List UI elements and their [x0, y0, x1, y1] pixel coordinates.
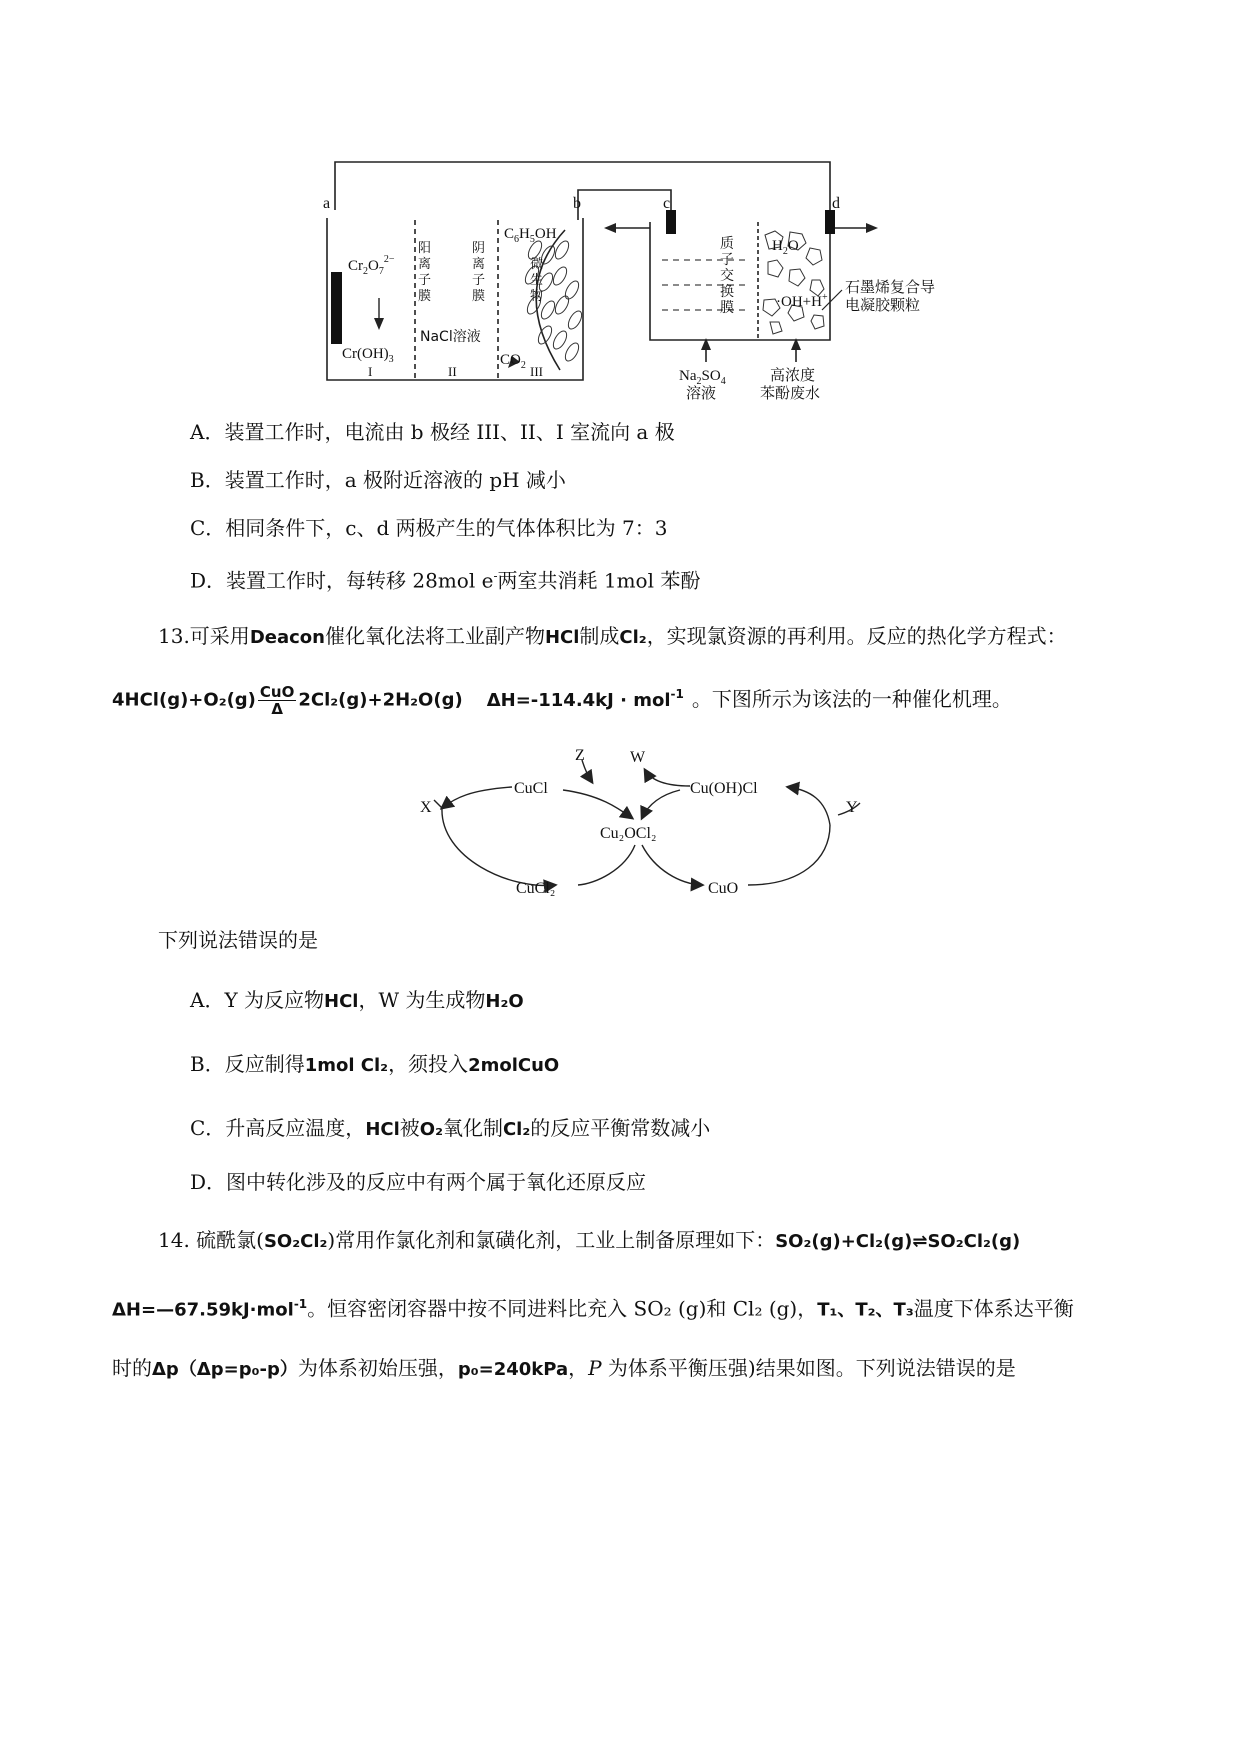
sodium-sulfate-solution-label: 溶液	[686, 384, 717, 402]
svg-text:离: 离	[418, 256, 432, 271]
svg-text:阴: 阴	[472, 240, 486, 255]
graphene-gel-label-2: 电凝胶颗粒	[845, 296, 921, 314]
cycle-x: X	[420, 799, 432, 816]
svg-text:物: 物	[530, 288, 544, 303]
q12-option-c: C．相同条件下，c、d 两极产生的气体体积比为 7：3	[190, 516, 668, 540]
chromium-hydroxide-label: $Cr(OH)_3$	[342, 346, 394, 365]
cation-membrane-label	[418, 240, 431, 303]
svg-text:膜: 膜	[472, 288, 486, 303]
svg-text:子: 子	[720, 253, 734, 268]
proton-exchange-membrane-label	[720, 236, 734, 316]
svg-text:阳: 阳	[418, 240, 432, 255]
dichromate-label: $Cr_2O_7^{2-}$	[348, 254, 395, 277]
q14-line-3: 时的Δp（Δp=p₀-p）为体系初始压强，p₀=240kPa，P 为体系平衡压强)结果如图。下列说法错误的是	[112, 1356, 1016, 1380]
q13-option-b: B．反应制得1mol Cl₂，须投入2molCuO	[190, 1052, 560, 1076]
svg-text:子: 子	[472, 272, 486, 287]
nacl-solution-label: NaCl溶液	[420, 329, 481, 345]
svg-text:交: 交	[720, 269, 734, 284]
q14-line-2: ΔH=—67.59kJ·mol$^{-1}$。恒容密闭容器中按不同进料比充入 SO₂ (g)和 Cl₂ (g)，T₁、T₂、T₃温度下体系达平衡	[112, 1296, 1074, 1321]
svg-text:换: 换	[720, 285, 734, 300]
electrochemical-cell-figure	[0, 0, 1241, 420]
electrode-a-label: a	[323, 195, 331, 212]
co2-label: $CO_2$	[500, 352, 526, 371]
anion-membrane-label	[472, 240, 485, 303]
high-phenol-label-1: 高浓度	[770, 366, 816, 384]
svg-text:微: 微	[530, 256, 544, 271]
graphene-gel-label-1: 石墨烯复合导	[845, 278, 936, 296]
q13-question: 下列说法错误的是	[158, 928, 318, 952]
svg-text:膜: 膜	[418, 288, 432, 303]
cycle-cuo: CuO	[708, 880, 739, 897]
high-phenol-label-2: 苯酚废水	[760, 384, 821, 402]
q13-equation-line: 4HCl(g)+O₂(g) $\frac{\text{CuO}}{\Delta}$ 2Cl₂(g)+2H₂O(g) ΔH=-114.4kJ · mol$^{-1}$ 。下图所示为该法的一种催化机理。	[112, 682, 1012, 718]
q14-line-1: 14. 硫酰氯(SO₂Cl₂)常用作氯化剂和氯磺化剂，工业上制备原理如下：SO₂(g)+Cl₂(g)⇌SO₂Cl₂(g)	[158, 1228, 1021, 1252]
electrode-b-label: b	[573, 195, 581, 212]
svg-text:生: 生	[530, 272, 544, 287]
q13-option-c: C．升高反应温度，HCl被O₂氧化制Cl₂的反应平衡常数减小	[190, 1116, 711, 1140]
cycle-cuohcl: Cu(OH)Cl	[690, 780, 758, 797]
cycle-w: W	[630, 749, 646, 766]
cycle-z: Z	[575, 747, 585, 764]
room-3-label: III	[530, 364, 543, 379]
svg-text:膜: 膜	[720, 301, 734, 316]
cycle-cucl2: CuCl₂	[516, 880, 556, 897]
q12-option-b: B．装置工作时，a 极附近溶液的 pH 减小	[190, 468, 566, 492]
cycle-y: Y	[846, 799, 858, 816]
hydroxyl-radical-label: ·OH+H+	[776, 292, 828, 310]
svg-text:质: 质	[720, 237, 734, 252]
q12-option-d: D．装置工作时，每转移 28mol e-两室共消耗 1mol 苯酚	[190, 568, 701, 593]
svg-text:子: 子	[418, 272, 432, 287]
catalytic-cycle-diagram	[0, 730, 1241, 910]
q13-option-d: D．图中转化涉及的反应中有两个属于氧化还原反应	[190, 1170, 647, 1194]
water-label: $H_2O$	[772, 238, 799, 257]
svg-text:离: 离	[472, 256, 486, 271]
phenol-label: $C_6H_5OH$	[504, 226, 557, 245]
q13-stem-line-1: 13.可采用Deacon催化氧化法将工业副产物HCl制成Cl₂，实现氯资源的再利用。反应的热化学方程式：	[158, 624, 1067, 648]
electrode-c-label: c	[663, 195, 671, 212]
room-2-label: II	[448, 364, 457, 379]
microbe-label	[530, 256, 543, 303]
room-1-label: I	[368, 364, 373, 379]
cycle-cu2ocl2: Cu₂OCl₂	[600, 825, 657, 842]
cycle-cucl: CuCl	[514, 780, 548, 797]
q12-option-a: A．装置工作时，电流由 b 极经 III、II、I 室流向 a 极	[190, 420, 675, 444]
electrode-d-label: d	[832, 195, 840, 212]
sodium-sulfate-label: $Na_2SO_4$	[679, 368, 726, 387]
q13-option-a: A．Y 为反应物HCl，W 为生成物H₂O	[190, 988, 524, 1012]
